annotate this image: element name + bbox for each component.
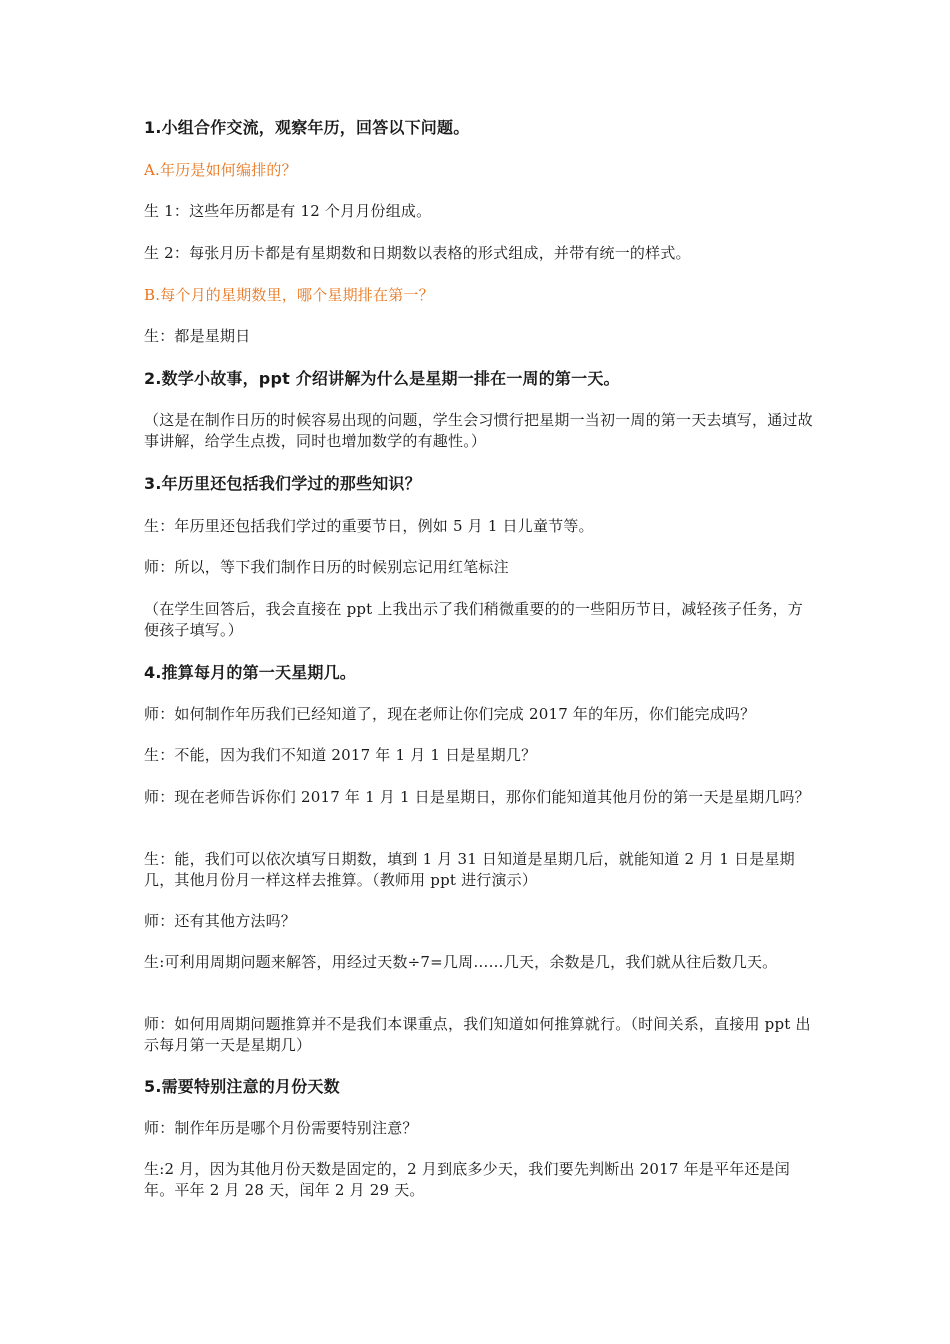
student-2-answer: 生 2：每张月历卡都是有星期数和日期数以表格的形式组成，并带有统一的样式。	[144, 244, 691, 262]
teacher-question-4b: 师：现在老师告诉你们 2017 年 1 月 1 日是星期日，那你们能知道其他月份的第一天是星期几吗？	[144, 788, 810, 806]
student-answer-4c: 生:可利用周期问题来解答，用经过天数÷7=几周……几天，余数是几，我们就从往后数几天。	[144, 953, 778, 971]
student-answer-4b: 生：能，我们可以依次填写日期数，填到 1 月 31 日知道是星期几后，就能知道 2 月 1 日是星期几，其他月份月一样这样去推算。（教师用 ppt 进行演示）	[144, 850, 795, 889]
question-a: A.年历是如何编排的？	[144, 161, 297, 179]
teacher-question-4c: 师：还有其他方法吗？	[144, 912, 297, 930]
question-b: B.每个月的星期数里，哪个星期排在第一？	[144, 286, 434, 304]
section-2-note: （这是在制作日历的时候容易出现的问题，学生会习惯行把星期一当初一周的第一天去填写，通过故事讲解，给学生点拨，同时也增加数学的有趣性。）	[144, 411, 813, 450]
section-2-heading: 2.数学小故事，ppt 介绍讲解为什么是星期一排在一周的第一天。	[144, 369, 620, 388]
student-answer-3: 生：年历里还包括我们学过的重要节日，例如 5 月 1 日儿童节等。	[144, 517, 594, 535]
teacher-remark-3: 师：所以，等下我们制作日历的时候别忘记用红笔标注	[144, 558, 509, 576]
teacher-remark-4: 师：如何用周期问题推算并不是我们本课重点，我们知道如何推算就行。（时间关系，直接用 ppt 出示每月第一天是星期几）	[144, 1015, 811, 1054]
student-answer-5: 生:2 月，因为其他月份天数是固定的，2 月到底多少天，我们要先判断出 2017 年是平年还是闰年。平年 2 月 28 天，闰年 2 月 29 天。	[144, 1160, 790, 1199]
teacher-question-4a: 师：如何制作年历我们已经知道了，现在老师让你们完成 2017 年的年历，你们能完成吗？	[144, 705, 756, 723]
teacher-question-5: 师：制作年历是哪个月份需要特别注意？	[144, 1119, 418, 1137]
section-4-heading: 4.推算每月的第一天星期几。	[144, 663, 357, 682]
section-1-heading: 1.小组合作交流，观察年历，回答以下问题。	[144, 118, 470, 137]
section-3-heading: 3.年历里还包括我们学过的那些知识？	[144, 474, 421, 493]
section-5-heading: 5.需要特别注意的月份天数	[144, 1077, 340, 1096]
student-answer-4a: 生：不能，因为我们不知道 2017 年 1 月 1 日是星期几？	[144, 746, 537, 764]
section-3-note: （在学生回答后，我会直接在 ppt 上我出示了我们稍微重要的的一些阳历节日，减轻孩子任务，方便孩子填写。）	[144, 600, 803, 639]
student-answer-b: 生：都是星期日	[144, 327, 251, 345]
student-1-answer: 生 1：这些年历都是有 12 个月月份组成。	[144, 202, 432, 220]
